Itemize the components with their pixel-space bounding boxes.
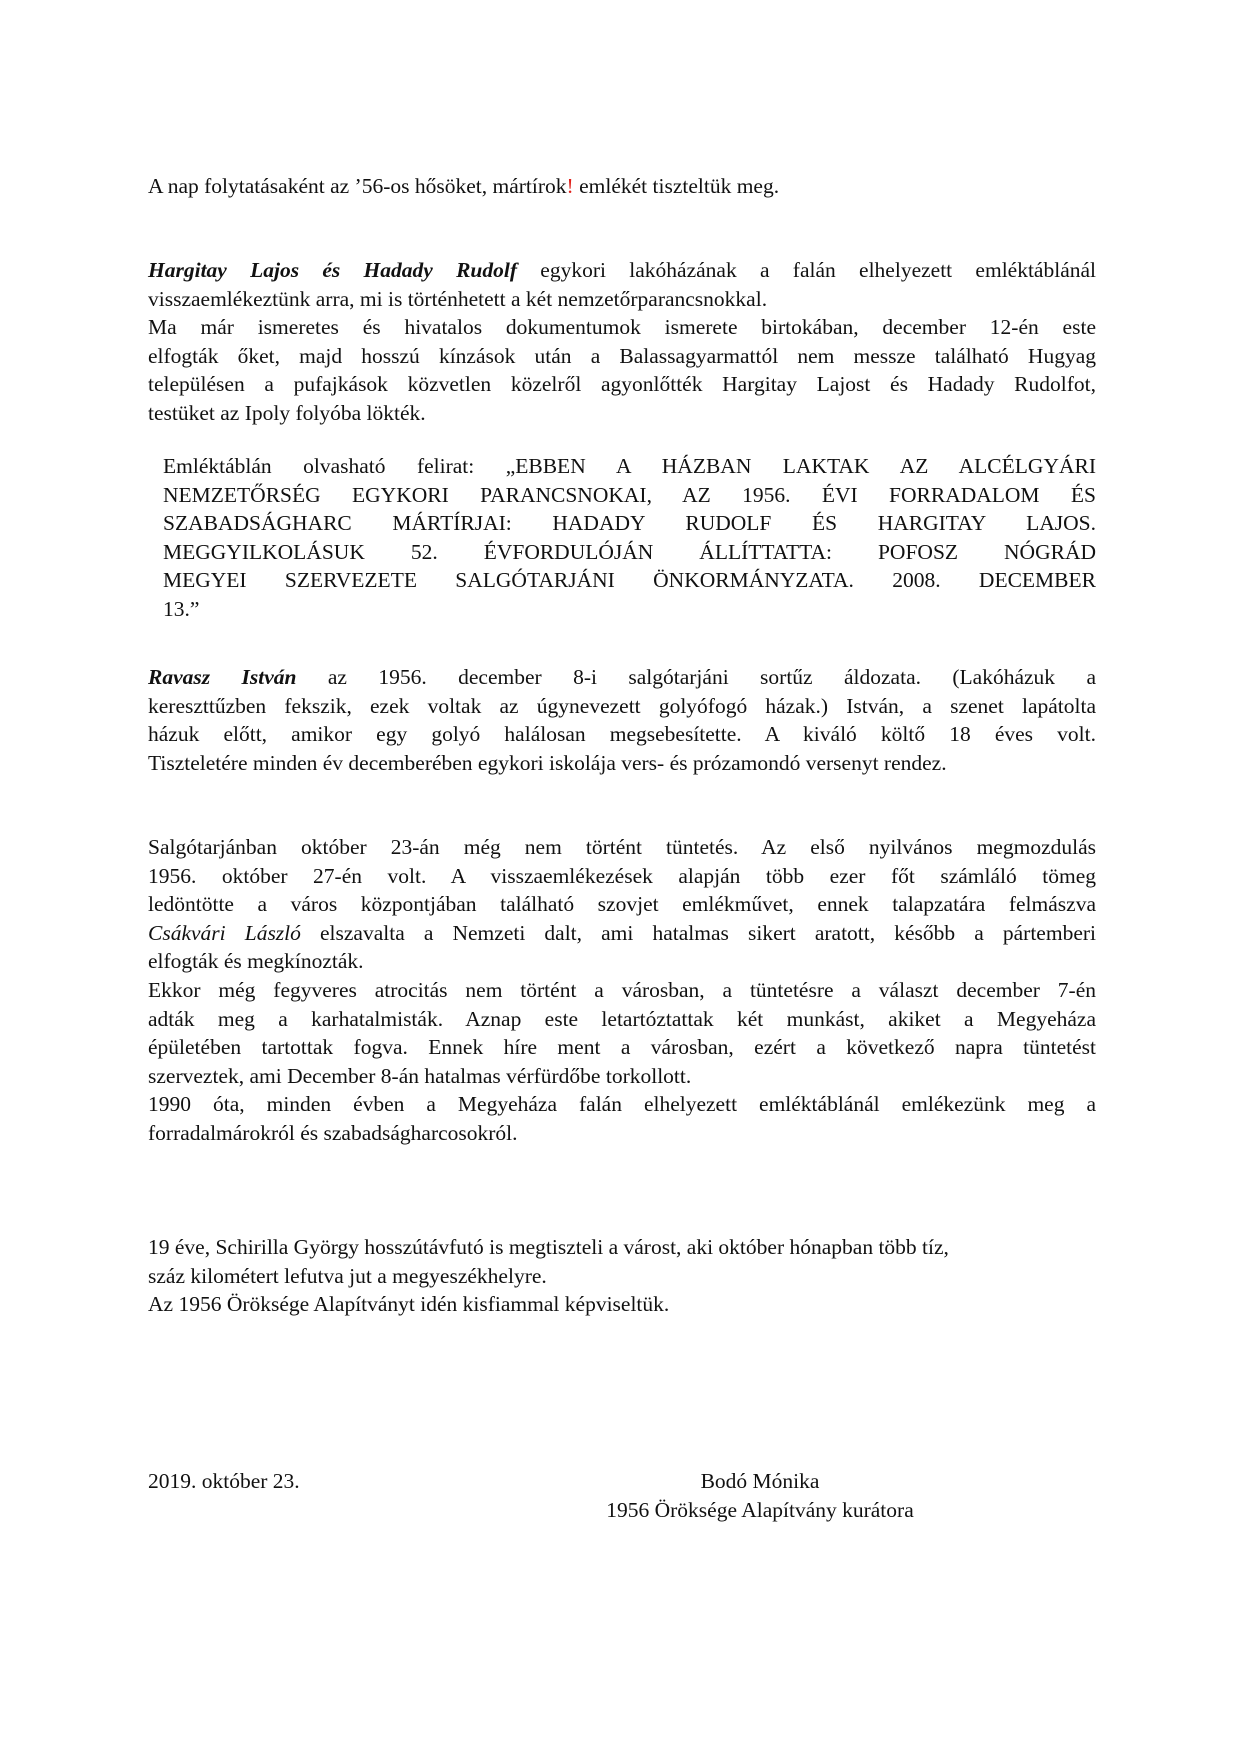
line-text: egykori lakóházának a falán elhelyezett emléktáblánál — [517, 258, 1097, 282]
text-line: száz kilométert lefutva jut a megyeszékhelyre. — [148, 1263, 547, 1288]
quote-line: NEMZETŐRSÉG EGYKORI PARANCSNOKAI, AZ 1956. ÉVI FORRADALOM ÉS — [163, 482, 1096, 507]
quote-line: MEGYEI SZERVEZETE SALGÓTARJÁNI ÖNKORMÁNYZATA. 2008. DECEMBER — [163, 568, 1096, 593]
signature-name: Bodó Mónika — [700, 1469, 820, 1493]
text-line: elfogták őket, majd hosszú kínzások után a Balassagyarmattól nem messze található Hugyag — [148, 343, 1096, 368]
text-line: ledöntötte a város központjában található szovjet emlékművet, ennek talapzatára felmászva — [148, 892, 1096, 917]
intro-text-after: emlékét tiszteltük meg. — [573, 174, 780, 198]
text-line: 1956. október 27-én volt. A visszaemlékezések alapján több ezer főt számláló tömeg — [148, 863, 1096, 888]
text-line: szerveztek, ami December 8-án hatalmas vérfürdőbe torkollott. — [148, 1063, 692, 1088]
text-line: elfogták és megkínozták. — [148, 949, 364, 974]
text-line: házuk előtt, amikor egy golyó halálosan megsebesítette. A kiváló költő 18 éves volt. — [148, 722, 1096, 747]
quote-line: Emléktáblán olvasható felirat: „EBBEN A HÁZBAN LAKTAK AZ ALCÉLGYÁRI — [163, 454, 1096, 478]
line-text: elszavalta a Nemzeti dalt, ami hatalmas sikert aratott, később a pártemberi — [300, 920, 1096, 945]
text-line: Ekkor még fegyveres atrocitás nem történt a városban, a tüntetésre a választ december 7-én — [148, 977, 1096, 1002]
inscription-quote — [163, 452, 1096, 624]
highlighted-names: Hargitay Lajos és Hadady Rudolf — [148, 258, 518, 282]
text-line: forradalmárokról és szabadságharcosokról. — [148, 1120, 518, 1145]
highlight-mark: ! — [566, 174, 574, 198]
highlighted-name: Ravasz István — [148, 665, 297, 689]
text-line: 19 éve, Schirilla György hosszútávfutó is megtiszteli a várost, aki október hónapban több tíz, — [148, 1235, 949, 1259]
quote-line: MEGGYILKOLÁSUK 52. ÉVFORDULÓJÁN ÁLLÍTTATTA: POFOSZ NÓGRÁD — [163, 539, 1096, 564]
quote-line: 13.” — [163, 596, 200, 621]
paragraph-hargitay-hadady — [148, 256, 1096, 428]
quote-line: SZABADSÁGHARC MÁRTÍRJAI: HADADY RUDOLF ÉS HARGITAY LAJOS. — [163, 511, 1096, 536]
text-line — [148, 919, 1096, 948]
paragraph-ravasz — [148, 663, 1096, 777]
text-line: településen a pufajkások közvetlen közelről agyonlőtték Hargitay Lajost és Hadady Rudolfot, — [148, 372, 1096, 397]
text-line: visszaemlékeztünk arra, mi is történhetett a két nemzetőrparancsnokkal. — [148, 286, 768, 311]
text-line: Salgótarjánban október 23-án még nem történt tüntetés. Az első nyilvános megmozdulás — [148, 835, 1096, 859]
paragraph-schirilla — [148, 1233, 1096, 1319]
text-line: Tiszteletére minden év decemberében egykori iskolája vers- és prózamondó versenyt rendez. — [148, 750, 947, 775]
signature-title: 1956 Öröksége Alapítvány kurátora — [606, 1497, 914, 1522]
text-line: adták meg a karhatalmisták. Aznap este letartóztattak két munkást, akiket a Megyeháza — [148, 1006, 1096, 1031]
text-line: testüket az Ipoly folyóba lökték. — [148, 400, 426, 425]
paragraph-salgotarjan — [148, 833, 1096, 1148]
line-text: az 1956. december 8-i salgótarjáni sortűz áldozata. (Lakóházuk a — [296, 665, 1097, 689]
signature-block — [560, 1467, 960, 1524]
text-line: Ma már ismeretes és hivatalos dokumentumok ismerete birtokában, december 12-én este — [148, 315, 1096, 340]
text-line: Az 1956 Öröksége Alapítványt idén kisfiammal képviseltük. — [148, 1292, 670, 1317]
italic-name: Csákvári László — [148, 920, 301, 945]
text-line: épületében tartottak fogva. Ennek híre ment a városban, ezért a következő napra tüntetést — [148, 1035, 1096, 1060]
text-line: kereszttűzben fekszik, ezek voltak az úgynevezett golyófogó házak.) István, a szenet lapátolta — [148, 693, 1096, 718]
intro-text-before: A nap folytatásaként az ’56-os hősöket, mártírok — [148, 174, 567, 198]
intro-paragraph — [148, 172, 1096, 201]
intro-line — [148, 172, 1096, 201]
text-line — [148, 663, 1096, 692]
text-line: 1990 óta, minden évben a Megyeháza falán elhelyezett emléktáblánál emlékezünk meg a — [148, 1092, 1096, 1117]
signature-date: 2019. október 23. — [148, 1469, 300, 1493]
text-line — [148, 256, 1096, 285]
